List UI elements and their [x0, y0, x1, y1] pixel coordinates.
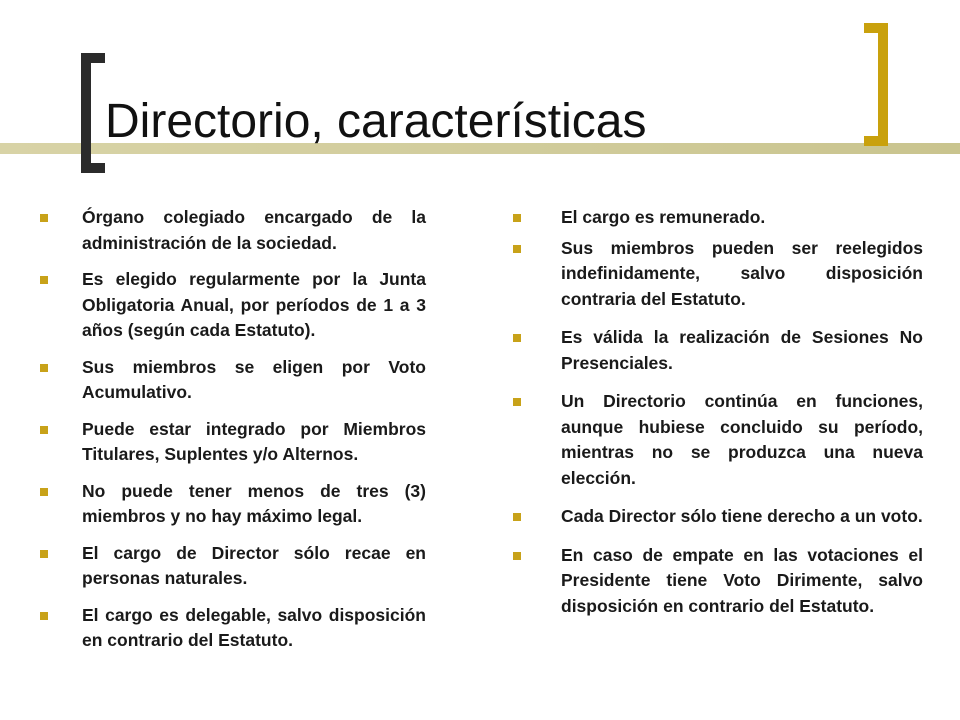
list-item: [513, 504, 923, 530]
bullet-square-icon: [513, 214, 521, 222]
list-item: [40, 205, 426, 256]
bullet-square-icon: [40, 214, 48, 222]
list-item-text: Sus miembros se eligen por Voto Acumulativo.: [82, 356, 426, 402]
left-bullet-list: [40, 205, 426, 665]
list-item: [40, 267, 426, 344]
list-item-text: En caso de empate en las votaciones el Presidente tiene Voto Dirimente, salvo disposición en contrario del Estatuto.: [561, 544, 923, 616]
list-item-text: El cargo de Director sólo recae en personas naturales.: [82, 542, 426, 588]
bullet-square-icon: [40, 550, 48, 558]
slide-title: Directorio, características: [105, 95, 647, 148]
list-item: [40, 541, 426, 592]
bullet-square-icon: [40, 612, 48, 620]
list-item-text: Cada Director sólo tiene derecho a un voto.: [561, 506, 923, 526]
list-item: [513, 543, 923, 620]
bullet-square-icon: [513, 334, 521, 342]
list-item: [513, 389, 923, 491]
bullet-square-icon: [40, 426, 48, 434]
list-item: [40, 603, 426, 654]
list-item: [40, 355, 426, 406]
right-bullet-list: [513, 205, 923, 632]
list-item-text: El cargo es remunerado.: [561, 207, 766, 227]
list-item: [40, 417, 426, 468]
list-item-text: Sus miembros pueden ser reelegidos indefinidamente, salvo disposición contraria del Estatuto.: [561, 237, 923, 309]
list-item-text: Es válida la realización de Sesiones No Presenciales.: [561, 327, 923, 373]
bullet-square-icon: [513, 552, 521, 560]
list-item: [513, 205, 923, 231]
right-bracket-decoration: [864, 23, 888, 146]
list-item: [40, 479, 426, 530]
bullet-square-icon: [513, 398, 521, 406]
bullet-square-icon: [40, 276, 48, 284]
bullet-square-icon: [513, 513, 521, 521]
list-item-text: El cargo es delegable, salvo disposición en contrario del Estatuto.: [82, 604, 426, 650]
list-item-text: Órgano colegiado encargado de la administración de la sociedad.: [82, 207, 426, 253]
list-item: [513, 325, 923, 376]
left-bracket-decoration: [81, 53, 105, 173]
list-item-text: Puede estar integrado por Miembros Titulares, Suplentes y/o Alternos.: [82, 418, 426, 464]
bullet-square-icon: [513, 245, 521, 253]
list-item-text: Es elegido regularmente por la Junta Obligatoria Anual, por períodos de 1 a 3 años (según cada Estatuto).: [82, 269, 426, 340]
bullet-square-icon: [40, 488, 48, 496]
list-item-text: Un Directorio continúa en funciones, aunque hubiese concluido su período, mientras no se produzca una nueva elección.: [561, 391, 923, 488]
list-item: [513, 236, 923, 313]
bullet-square-icon: [40, 364, 48, 372]
list-item-text: No puede tener menos de tres (3) miembros y no hay máximo legal.: [82, 480, 426, 526]
